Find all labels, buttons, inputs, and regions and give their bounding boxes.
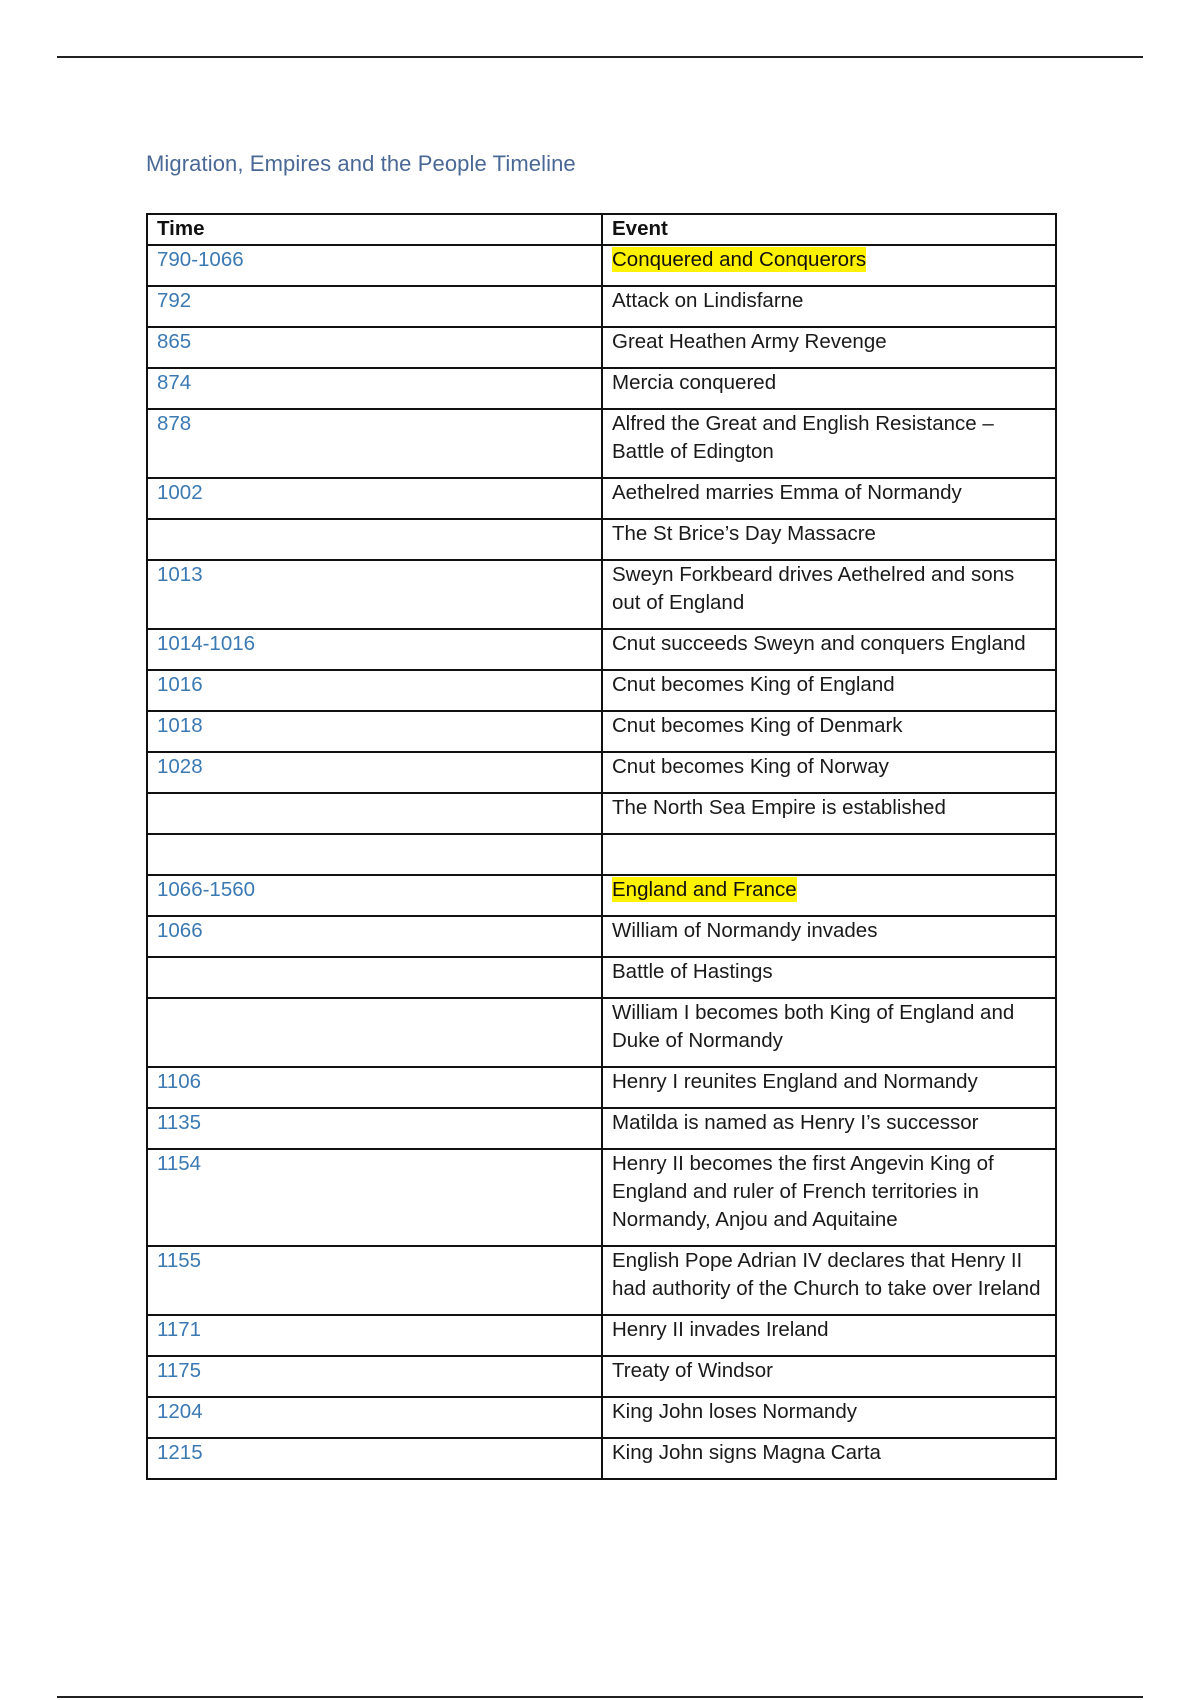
event-cell: The North Sea Empire is established xyxy=(602,793,1056,834)
event-cell: Mercia conquered xyxy=(602,368,1056,409)
time-cell xyxy=(147,998,602,1067)
table-body xyxy=(147,245,1056,1479)
time-cell xyxy=(147,519,602,560)
table-row xyxy=(147,1315,1056,1356)
time-cell xyxy=(147,834,602,875)
table-row xyxy=(147,875,1056,916)
event-cell xyxy=(602,245,1056,286)
event-cell xyxy=(602,834,1056,875)
time-cell: 1175 xyxy=(147,1356,602,1397)
time-cell xyxy=(147,793,602,834)
time-cell: 865 xyxy=(147,327,602,368)
event-cell: William I becomes both King of England and Duke of Normandy xyxy=(602,998,1056,1067)
event-cell: Henry II invades Ireland xyxy=(602,1315,1056,1356)
time-cell: 1002 xyxy=(147,478,602,519)
table-row xyxy=(147,998,1056,1067)
table-row xyxy=(147,478,1056,519)
event-cell: Cnut succeeds Sweyn and conquers England xyxy=(602,629,1056,670)
table-row xyxy=(147,629,1056,670)
table-row xyxy=(147,1108,1056,1149)
event-cell: Great Heathen Army Revenge xyxy=(602,327,1056,368)
time-cell xyxy=(147,957,602,998)
time-cell: 1066-1560 xyxy=(147,875,602,916)
table-row xyxy=(147,834,1056,875)
table-row xyxy=(147,1438,1056,1479)
event-cell: Henry I reunites England and Normandy xyxy=(602,1067,1056,1108)
event-cell: English Pope Adrian IV declares that Henry II had authority of the Church to take over Ireland xyxy=(602,1246,1056,1315)
event-cell: Battle of Hastings xyxy=(602,957,1056,998)
time-cell: 1204 xyxy=(147,1397,602,1438)
event-cell xyxy=(602,875,1056,916)
column-header-time: Time xyxy=(147,214,602,245)
event-cell: Matilda is named as Henry I’s successor xyxy=(602,1108,1056,1149)
event-cell: Alfred the Great and English Resistance – Battle of Edington xyxy=(602,409,1056,478)
time-cell: 1155 xyxy=(147,1246,602,1315)
event-cell: William of Normandy invades xyxy=(602,916,1056,957)
time-cell: 1066 xyxy=(147,916,602,957)
time-cell: 1018 xyxy=(147,711,602,752)
time-cell: 792 xyxy=(147,286,602,327)
table-row xyxy=(147,916,1056,957)
table-row xyxy=(147,245,1056,286)
highlighted-heading: England and France xyxy=(612,878,797,901)
event-cell: Aethelred marries Emma of Normandy xyxy=(602,478,1056,519)
table-row xyxy=(147,752,1056,793)
column-header-event: Event xyxy=(602,214,1056,245)
time-cell: 1028 xyxy=(147,752,602,793)
event-cell: King John loses Normandy xyxy=(602,1397,1056,1438)
time-cell: 1106 xyxy=(147,1067,602,1108)
table-row xyxy=(147,560,1056,629)
table-row xyxy=(147,409,1056,478)
event-cell: Cnut becomes King of Norway xyxy=(602,752,1056,793)
table-row xyxy=(147,519,1056,560)
time-cell: 790-1066 xyxy=(147,245,602,286)
time-cell: 1171 xyxy=(147,1315,602,1356)
time-cell: 1154 xyxy=(147,1149,602,1246)
time-cell: 878 xyxy=(147,409,602,478)
highlighted-heading: Conquered and Conquerors xyxy=(612,248,867,271)
event-cell: Henry II becomes the first Angevin King of England and ruler of French territories in Normandy, Anjou and Aquitaine xyxy=(602,1149,1056,1246)
event-cell: Cnut becomes King of England xyxy=(602,670,1056,711)
table-row xyxy=(147,1149,1056,1246)
page-title: Migration, Empires and the People Timeline xyxy=(146,151,576,176)
header-rule xyxy=(57,56,1143,58)
time-cell: 1215 xyxy=(147,1438,602,1479)
table-row xyxy=(147,670,1056,711)
table-row xyxy=(147,368,1056,409)
event-cell: Attack on Lindisfarne xyxy=(602,286,1056,327)
time-cell: 1016 xyxy=(147,670,602,711)
table-header-row xyxy=(147,214,1056,245)
time-cell: 874 xyxy=(147,368,602,409)
event-cell: The St Brice’s Day Massacre xyxy=(602,519,1056,560)
table-row xyxy=(147,1246,1056,1315)
time-cell: 1013 xyxy=(147,560,602,629)
table-row xyxy=(147,286,1056,327)
footer-rule xyxy=(57,1696,1143,1698)
event-cell: Treaty of Windsor xyxy=(602,1356,1056,1397)
table-row xyxy=(147,793,1056,834)
table-row xyxy=(147,957,1056,998)
time-cell: 1135 xyxy=(147,1108,602,1149)
table-row xyxy=(147,327,1056,368)
table-row xyxy=(147,1356,1056,1397)
event-cell: King John signs Magna Carta xyxy=(602,1438,1056,1479)
table-row xyxy=(147,711,1056,752)
time-cell: 1014-1016 xyxy=(147,629,602,670)
event-cell: Sweyn Forkbeard drives Aethelred and sons out of England xyxy=(602,560,1056,629)
event-cell: Cnut becomes King of Denmark xyxy=(602,711,1056,752)
table-row xyxy=(147,1067,1056,1108)
timeline-table xyxy=(146,213,1057,1480)
table-row xyxy=(147,1397,1056,1438)
